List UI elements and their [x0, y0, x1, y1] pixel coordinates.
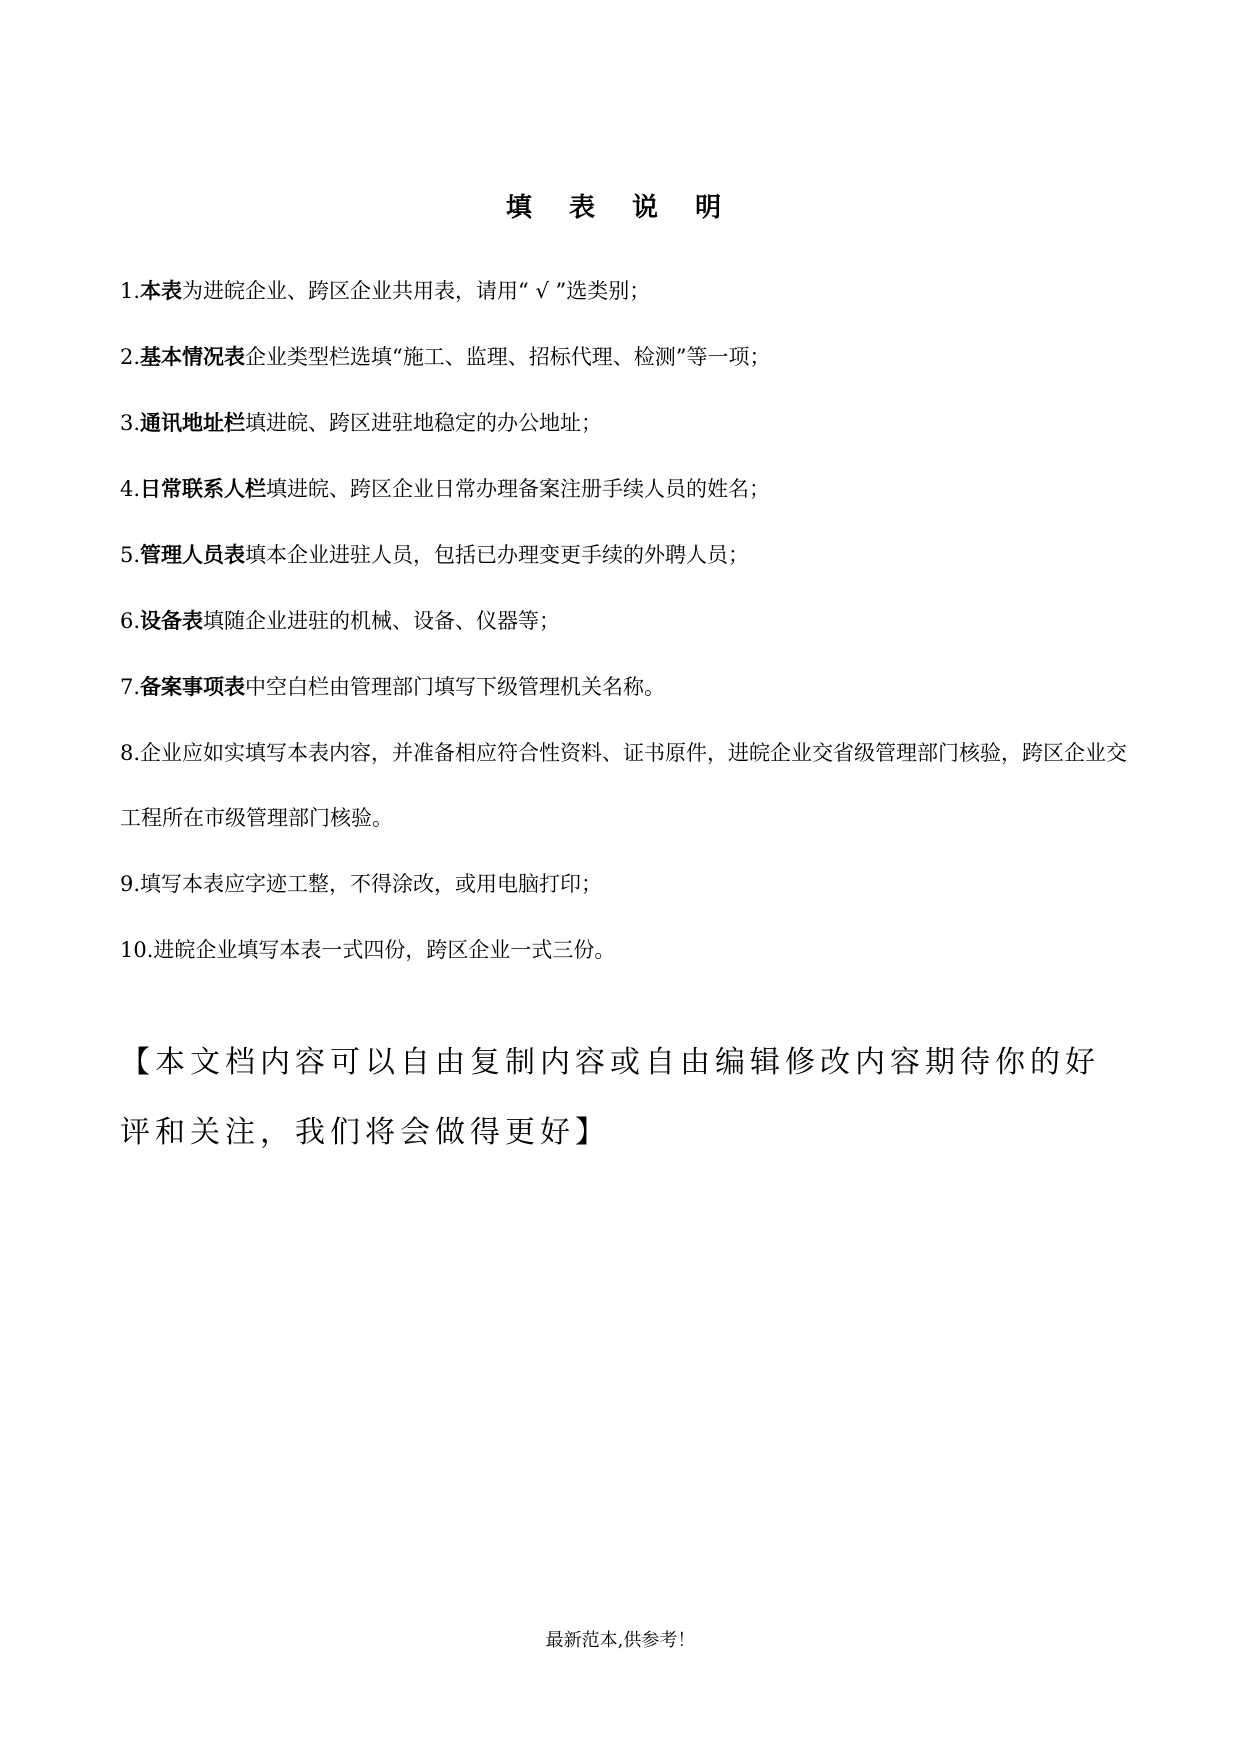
page-title: 填 表 说 明: [505, 193, 736, 223]
instruction-number: 8.: [120, 741, 141, 765]
instruction-item-7: [120, 654, 1130, 720]
instruction-number: 10.: [120, 938, 154, 962]
editable-notice: 【本文档内容可以自由复制内容或自由编辑修改内容期待你的好评和关注，我们将会做得更好】: [120, 1045, 1100, 1150]
instruction-item-1: [120, 258, 1130, 324]
instruction-keyword: 基本情况表: [140, 344, 246, 369]
instruction-number: 6.: [120, 609, 141, 633]
instruction-number: 1.: [120, 279, 141, 303]
instruction-keyword: 管理人员表: [140, 542, 246, 567]
instruction-text: 为进皖企业、跨区企业共用表，请用“ √ ”选类别；: [182, 279, 651, 303]
page-footer: 最新范本,供参考！: [545, 1630, 696, 1651]
instruction-text: 填写本表应字迹工整，不得涂改，或用电脑打印；: [140, 872, 603, 896]
instruction-keyword: 日常联系人栏: [140, 476, 267, 501]
instruction-keyword: 设备表: [140, 608, 204, 633]
instruction-text: 企业应如实填写本表内容，并准备相应符合性资料、证书原件，进皖企业交省级管理部门核验，跨区企业交工程所在市级管理部门核验。: [120, 741, 1128, 830]
instruction-item-10: [120, 917, 1130, 983]
instruction-item-6: [120, 588, 1130, 654]
instruction-number: 4.: [120, 477, 141, 501]
instruction-keyword: 通讯地址栏: [140, 410, 246, 435]
instruction-keyword: 本表: [140, 278, 183, 303]
instruction-item-3: [120, 390, 1130, 456]
instruction-text: 填进皖、跨区企业日常办理备案注册手续人员的姓名；: [266, 477, 771, 501]
instruction-item-4: [120, 456, 1130, 522]
instruction-number: 9.: [120, 872, 141, 896]
instruction-item-2: [120, 324, 1130, 390]
instruction-item-9: [120, 851, 1130, 917]
instruction-list: [120, 258, 1130, 983]
instruction-item-8: [120, 720, 1130, 851]
instruction-text: 填随企业进驻的机械、设备、仪器等；: [203, 609, 561, 633]
instruction-text: 企业类型栏选填“施工、监理、招标代理、检测”等一项；: [245, 345, 771, 369]
instruction-keyword: 备案事项表: [140, 674, 246, 699]
instruction-number: 2.: [120, 345, 141, 369]
instruction-text: 填进皖、跨区进驻地稳定的办公地址；: [245, 411, 603, 435]
instruction-number: 3.: [120, 411, 141, 435]
instruction-text: 进皖企业填写本表一式四份，跨区企业一式三份。: [153, 938, 616, 962]
instruction-number: 7.: [120, 675, 141, 699]
instruction-number: 5.: [120, 543, 141, 567]
instruction-item-5: [120, 522, 1130, 588]
instruction-text: 填本企业进驻人员，包括已办理变更手续的外聘人员；: [245, 543, 750, 567]
instruction-text: 中空白栏由管理部门填写下级管理机关名称。: [245, 675, 666, 699]
